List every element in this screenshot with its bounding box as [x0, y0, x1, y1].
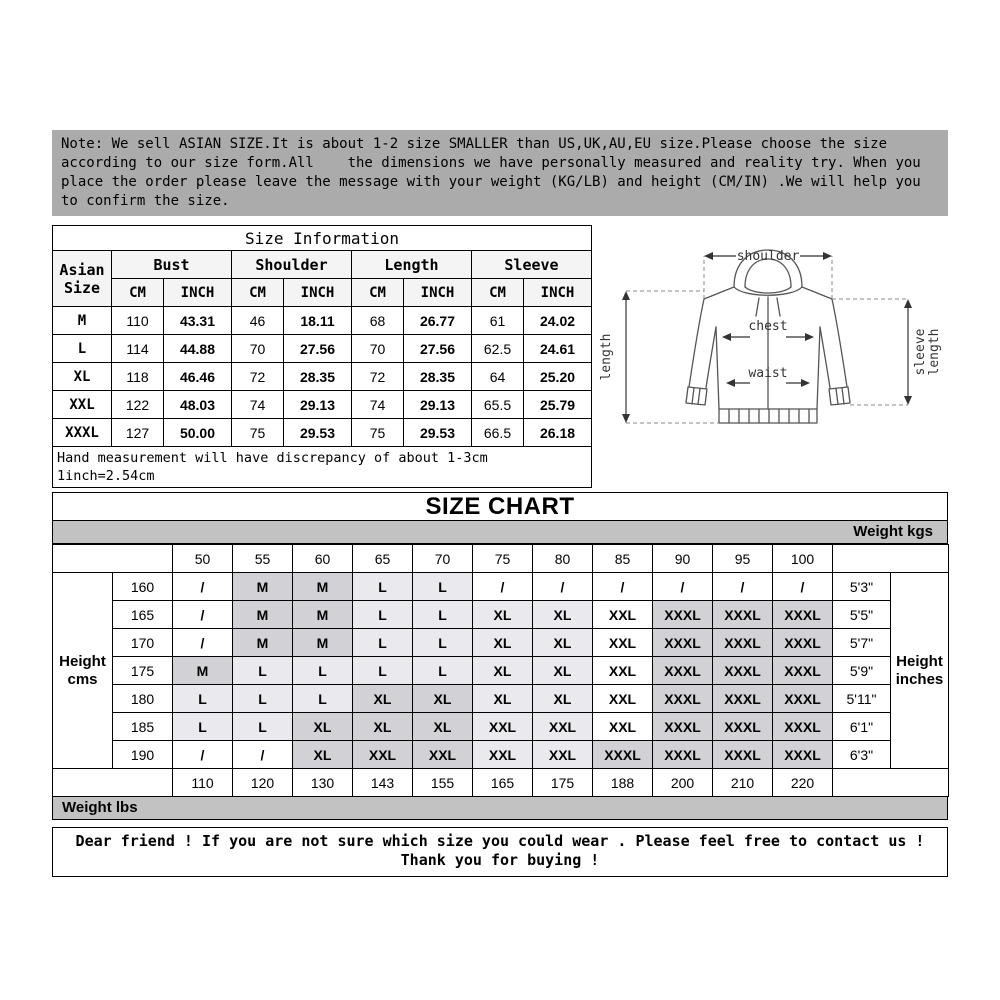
- weight-lb-value: 130: [293, 769, 353, 797]
- measurement-note-line2: 1inch=2.54cm: [57, 468, 155, 484]
- size-chart-page: [52, 130, 948, 877]
- size-cell: XXL: [413, 741, 473, 769]
- height-cm-value: 160: [113, 573, 173, 601]
- size-cell: XXXL: [713, 601, 773, 629]
- size-cell: XXXL: [653, 741, 713, 769]
- size-cell: XL: [293, 741, 353, 769]
- table-row: [53, 629, 949, 657]
- bust-header: Bust: [112, 251, 232, 279]
- table-row: [53, 573, 949, 601]
- weight-kg-value: 100: [773, 545, 833, 573]
- corner-cell: [53, 545, 173, 573]
- weight-kg-value: 70: [413, 545, 473, 573]
- weight-lb-value: 200: [653, 769, 713, 797]
- size-cell: XXL: [473, 741, 533, 769]
- chest-label: chest: [748, 319, 788, 334]
- size-label: XXL: [53, 391, 112, 419]
- size-cell: /: [173, 629, 233, 657]
- size-cell: XL: [473, 601, 533, 629]
- inch-value: 27.56: [404, 335, 472, 363]
- height-inches-label: Height inches: [891, 573, 949, 769]
- measurement-note-line1: Hand measurement will have discrepancy of about 1-3cm: [57, 450, 488, 466]
- corner-cell: [833, 545, 949, 573]
- size-label: XXXL: [53, 419, 112, 447]
- size-cell: /: [173, 573, 233, 601]
- cm-value: 75: [232, 419, 284, 447]
- size-cell: XL: [293, 713, 353, 741]
- weight-kgs-bar: Weight kgs: [52, 521, 948, 544]
- inch-value: 46.46: [164, 363, 232, 391]
- unit-cell: INCH: [284, 279, 352, 307]
- unit-cell: CM: [472, 279, 524, 307]
- cm-value: 122: [112, 391, 164, 419]
- size-cell: L: [173, 685, 233, 713]
- size-information-table: [52, 225, 592, 488]
- size-cell: /: [593, 573, 653, 601]
- table-row: [53, 419, 592, 447]
- inch-value: 18.11: [284, 307, 352, 335]
- inch-value: 29.53: [284, 419, 352, 447]
- height-cm-value: 190: [113, 741, 173, 769]
- size-cell: M: [293, 573, 353, 601]
- inch-value: 26.77: [404, 307, 472, 335]
- sleeve-length-label-1: sleeve: [913, 328, 928, 376]
- cm-value: 68: [352, 307, 404, 335]
- height-weight-table: [52, 544, 949, 797]
- cm-value: 72: [352, 363, 404, 391]
- hoodie-diagram: [592, 225, 948, 481]
- contact-message-line1: Dear friend ! If you are not sure which size you could wear . Please feel free to contact us !: [75, 832, 925, 850]
- cm-value: 66.5: [472, 419, 524, 447]
- table-row: [53, 307, 592, 335]
- size-cell: L: [293, 657, 353, 685]
- table-row: [53, 601, 949, 629]
- weight-lb-value: 165: [473, 769, 533, 797]
- size-cell: XXXL: [773, 713, 833, 741]
- table-row: [53, 335, 592, 363]
- cm-value: 61: [472, 307, 524, 335]
- asian-size-header: Asian Size: [53, 251, 112, 307]
- inch-value: 27.56: [284, 335, 352, 363]
- size-cell: L: [233, 657, 293, 685]
- hoodie-drawing: [594, 225, 946, 481]
- size-cell: XXXL: [713, 713, 773, 741]
- weight-lb-value: 220: [773, 769, 833, 797]
- table-row: [53, 685, 949, 713]
- height-cm-value: 175: [113, 657, 173, 685]
- size-cell: L: [233, 685, 293, 713]
- size-cell: XXXL: [773, 629, 833, 657]
- size-label: L: [53, 335, 112, 363]
- size-cell: /: [233, 741, 293, 769]
- cm-value: 75: [352, 419, 404, 447]
- height-cm-value: 180: [113, 685, 173, 713]
- size-cell: XXXL: [773, 657, 833, 685]
- weight-kg-value: 60: [293, 545, 353, 573]
- sleeve-length-label-2: length: [927, 328, 942, 376]
- table-row: [53, 657, 949, 685]
- size-cell: L: [233, 713, 293, 741]
- weight-lb-row: [53, 769, 949, 797]
- size-cell: XL: [533, 601, 593, 629]
- height-in-value: 5'11": [833, 685, 891, 713]
- cm-value: 74: [232, 391, 284, 419]
- size-cell: XL: [353, 685, 413, 713]
- contact-message-line2: Thank you for buying !: [400, 851, 600, 869]
- cm-value: 70: [232, 335, 284, 363]
- inch-value: 24.02: [524, 307, 592, 335]
- size-cell: /: [173, 601, 233, 629]
- size-cell: /: [713, 573, 773, 601]
- cm-value: 72: [232, 363, 284, 391]
- inch-value: 44.88: [164, 335, 232, 363]
- weight-lb-value: 210: [713, 769, 773, 797]
- size-cell: XL: [473, 657, 533, 685]
- size-cell: XL: [413, 685, 473, 713]
- cm-value: 46: [232, 307, 284, 335]
- weight-lb-value: 143: [353, 769, 413, 797]
- size-cell: XXXL: [773, 685, 833, 713]
- height-in-value: 5'9": [833, 657, 891, 685]
- size-cell: XXXL: [593, 741, 653, 769]
- size-cell: L: [353, 601, 413, 629]
- size-cell: XXL: [593, 685, 653, 713]
- unit-cell: CM: [112, 279, 164, 307]
- size-cell: XL: [353, 713, 413, 741]
- height-cm-value: 185: [113, 713, 173, 741]
- weight-lbs-bar: Weight lbs: [52, 797, 948, 820]
- height-cm-value: 170: [113, 629, 173, 657]
- table-row: [53, 741, 949, 769]
- unit-cell: INCH: [404, 279, 472, 307]
- inch-value: 28.35: [404, 363, 472, 391]
- weight-kg-value: 55: [233, 545, 293, 573]
- size-cell: M: [233, 601, 293, 629]
- size-cell: XXL: [593, 713, 653, 741]
- size-cell: XXL: [593, 657, 653, 685]
- weight-lb-value: 155: [413, 769, 473, 797]
- size-cell: M: [233, 573, 293, 601]
- size-cell: L: [413, 573, 473, 601]
- size-cell: L: [353, 629, 413, 657]
- size-label: M: [53, 307, 112, 335]
- asian-size-note: Note: We sell ASIAN SIZE.It is about 1-2 size SMALLER than US,UK,AU,EU size.Please choose the size according to our size form.All the dimensions we have personally measured and reality try. When you place the order please leave the message with your weight (KG/LB) and height (CM/IN) .We will help you to confirm the size.: [52, 130, 948, 216]
- size-cell: XXXL: [653, 685, 713, 713]
- inch-value: 25.79: [524, 391, 592, 419]
- weight-kg-value: 80: [533, 545, 593, 573]
- unit-cell: CM: [352, 279, 404, 307]
- cm-value: 110: [112, 307, 164, 335]
- height-in-value: 5'5": [833, 601, 891, 629]
- inch-value: 24.61: [524, 335, 592, 363]
- cm-value: 114: [112, 335, 164, 363]
- size-cell: M: [173, 657, 233, 685]
- size-cell: L: [353, 657, 413, 685]
- size-cell: XXXL: [653, 629, 713, 657]
- size-cell: M: [293, 629, 353, 657]
- size-cell: XXXL: [773, 741, 833, 769]
- cm-value: 65.5: [472, 391, 524, 419]
- inch-value: 26.18: [524, 419, 592, 447]
- size-cell: XL: [473, 629, 533, 657]
- table-row: [53, 391, 592, 419]
- size-cell: XL: [533, 657, 593, 685]
- unit-cell: INCH: [524, 279, 592, 307]
- height-in-value: 5'3": [833, 573, 891, 601]
- unit-row: [53, 279, 592, 307]
- table-row: [53, 713, 949, 741]
- size-cell: XXXL: [713, 685, 773, 713]
- size-cell: XXL: [533, 741, 593, 769]
- size-cell: L: [413, 601, 473, 629]
- weight-lb-value: 110: [173, 769, 233, 797]
- inch-value: 29.53: [404, 419, 472, 447]
- size-chart-title: SIZE CHART: [52, 492, 948, 521]
- size-cell: XXXL: [653, 601, 713, 629]
- size-cell: L: [173, 713, 233, 741]
- weight-kg-value: 50: [173, 545, 233, 573]
- size-cell: /: [173, 741, 233, 769]
- size-cell: XXL: [353, 741, 413, 769]
- unit-cell: CM: [232, 279, 284, 307]
- inch-value: 50.00: [164, 419, 232, 447]
- cm-value: 118: [112, 363, 164, 391]
- inch-value: 25.20: [524, 363, 592, 391]
- corner-cell: [833, 769, 949, 797]
- shoulder-header: Shoulder: [232, 251, 352, 279]
- size-cell: XL: [533, 629, 593, 657]
- size-cell: L: [293, 685, 353, 713]
- size-info-title: Size Information: [53, 226, 592, 251]
- size-cell: XXXL: [773, 601, 833, 629]
- size-cell: XL: [413, 713, 473, 741]
- weight-kg-value: 65: [353, 545, 413, 573]
- inch-value: 43.31: [164, 307, 232, 335]
- inch-value: 48.03: [164, 391, 232, 419]
- weight-lb-value: 120: [233, 769, 293, 797]
- size-label: XL: [53, 363, 112, 391]
- size-cell: /: [473, 573, 533, 601]
- size-cell: /: [533, 573, 593, 601]
- size-cell: L: [413, 629, 473, 657]
- inch-value: 29.13: [284, 391, 352, 419]
- cm-value: 62.5: [472, 335, 524, 363]
- height-in-value: 6'1": [833, 713, 891, 741]
- size-cell: XXXL: [713, 629, 773, 657]
- size-cell: XL: [533, 685, 593, 713]
- size-cell: XXL: [593, 601, 653, 629]
- measurement-note: [53, 447, 592, 488]
- size-cell: L: [413, 657, 473, 685]
- unit-cell: INCH: [164, 279, 232, 307]
- shoulder-label: shoulder: [736, 249, 800, 264]
- cm-value: 70: [352, 335, 404, 363]
- weight-kg-value: 75: [473, 545, 533, 573]
- size-cell: M: [233, 629, 293, 657]
- cm-value: 74: [352, 391, 404, 419]
- inch-value: 29.13: [404, 391, 472, 419]
- table-row: [53, 363, 592, 391]
- weight-lb-value: 188: [593, 769, 653, 797]
- weight-kg-row: [53, 545, 949, 573]
- sleeve-header: Sleeve: [472, 251, 592, 279]
- size-cell: XXXL: [713, 741, 773, 769]
- size-cell: XL: [473, 685, 533, 713]
- corner-cell: [53, 769, 173, 797]
- length-header: Length: [352, 251, 472, 279]
- height-in-value: 5'7": [833, 629, 891, 657]
- waist-label: waist: [748, 366, 788, 381]
- contact-message: [52, 827, 948, 877]
- size-cell: /: [653, 573, 713, 601]
- weight-kg-value: 85: [593, 545, 653, 573]
- weight-kg-value: 90: [653, 545, 713, 573]
- length-label: length: [599, 333, 614, 381]
- size-cell: XXXL: [653, 713, 713, 741]
- size-cell: XXL: [593, 629, 653, 657]
- inch-value: 28.35: [284, 363, 352, 391]
- height-cm-value: 165: [113, 601, 173, 629]
- size-cell: M: [293, 601, 353, 629]
- size-cell: XXXL: [713, 657, 773, 685]
- size-cell: L: [353, 573, 413, 601]
- weight-kg-value: 95: [713, 545, 773, 573]
- height-in-value: 6'3": [833, 741, 891, 769]
- size-cell: XXL: [473, 713, 533, 741]
- height-cms-label: Height cms: [53, 573, 113, 769]
- size-cell: XXXL: [653, 657, 713, 685]
- size-cell: XXL: [533, 713, 593, 741]
- middle-section: [52, 225, 948, 488]
- cm-value: 64: [472, 363, 524, 391]
- size-cell: /: [773, 573, 833, 601]
- weight-lb-value: 175: [533, 769, 593, 797]
- cm-value: 127: [112, 419, 164, 447]
